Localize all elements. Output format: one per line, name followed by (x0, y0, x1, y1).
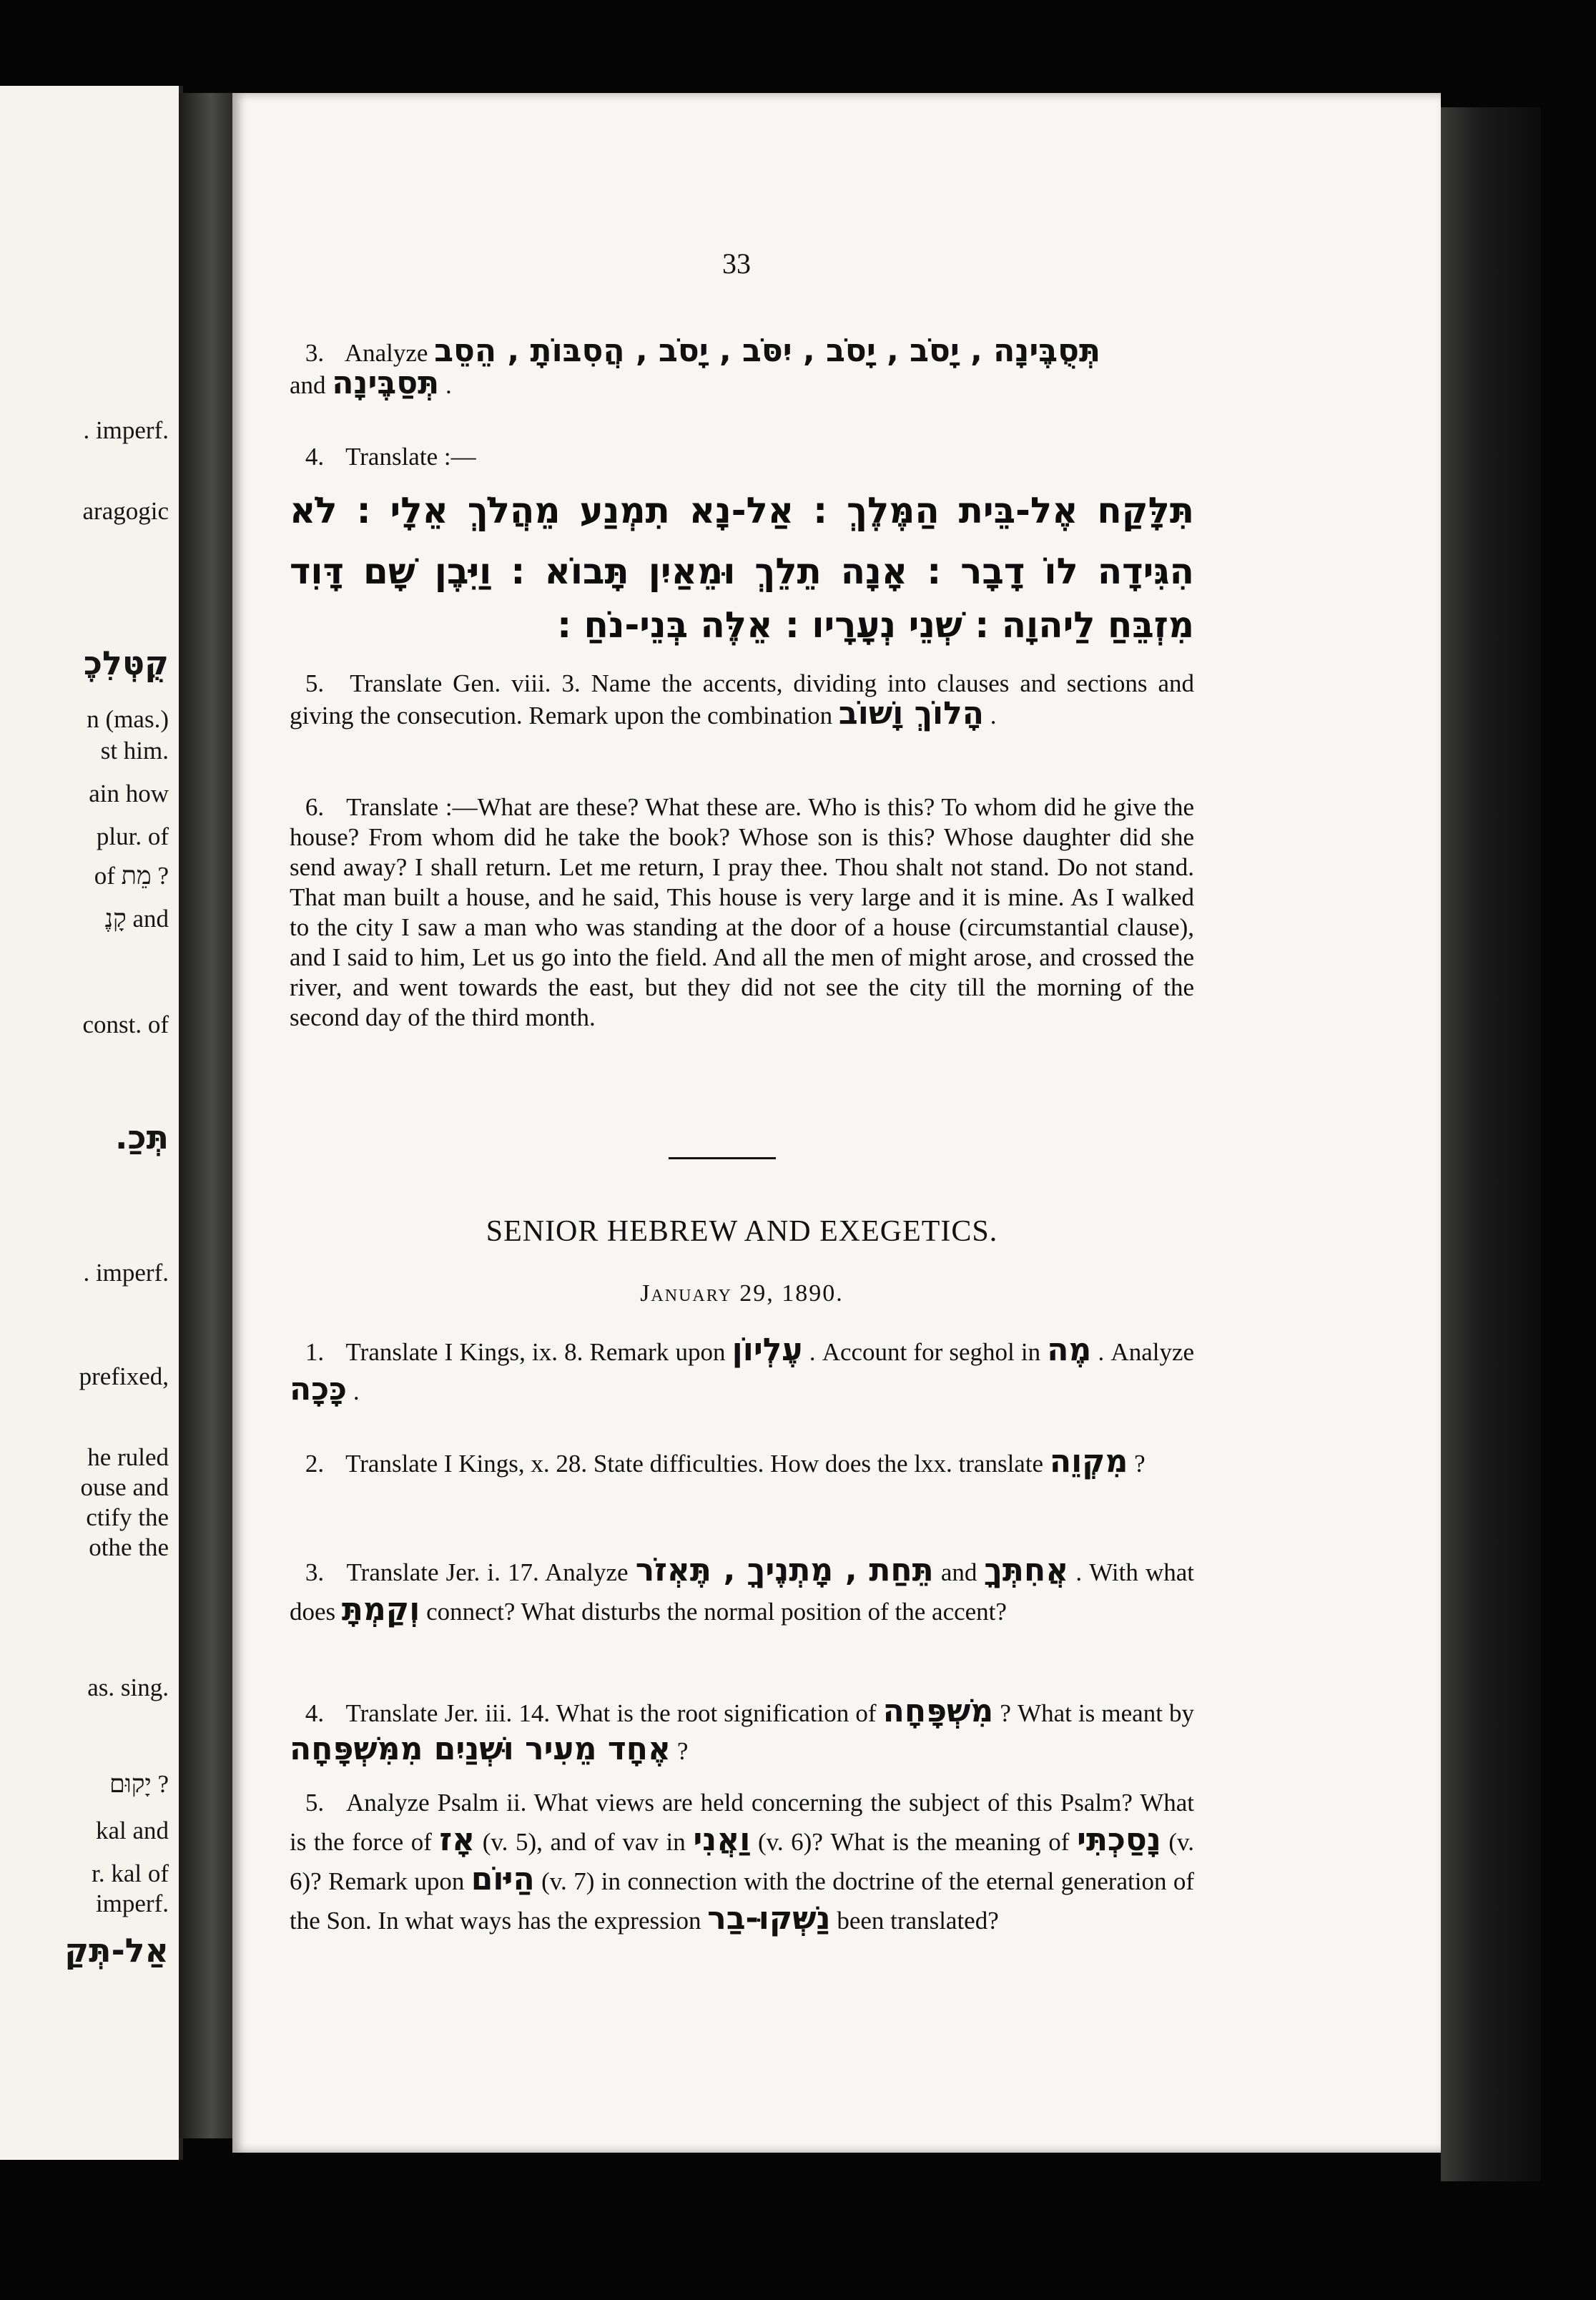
book-binding-edge (1441, 107, 1541, 2181)
left-page-line: יָקוּם ? (109, 1770, 169, 1798)
hebrew-passage-line: מִזְבֵּחַ לַיהוָה : שְׁנֵי נְעָרָיו : אֵלֶּה בְּנֵי-נֹחַ : (557, 604, 1194, 646)
left-page-line: othe the (89, 1533, 169, 1561)
previous-page-edge (0, 86, 183, 2160)
question-4 (290, 442, 1194, 472)
question-text: . With what does (290, 1558, 1195, 1626)
hebrew-word: כָּכָה (290, 1371, 348, 1407)
question-text: Translate Jer. i. 17. Analyze (346, 1558, 629, 1586)
hebrew-word: תְּסֻבֶּינָה , יָסֹב , יָסֹב , יִסֹּב , יָסֹב , הֲסִבּוֹתָ , הֵסֵב (434, 333, 1101, 369)
question-number: 4. (305, 443, 325, 471)
question-text: and (290, 371, 326, 399)
question-text: . Account for seghol in (809, 1338, 1041, 1366)
hebrew-word: עֶלְיוֹן (732, 1332, 803, 1368)
question-number: 2. (305, 1450, 325, 1478)
hebrew-word: אֶחָד מֵעִיר וּשְׁנַיִם מִמִּשְׁפָּחָה (290, 1731, 671, 1767)
hebrew-word: אֲחִתְּךָ (984, 1552, 1069, 1588)
question-text: (v. 7) in connection with the doctrine of the eternal generation of the Son. In what ways has the expression (290, 1867, 1195, 1935)
question-text: ? (676, 1737, 689, 1765)
question-text: Analyze (344, 339, 428, 367)
question-number: 5. (305, 1789, 325, 1817)
senior-question-4 (290, 1694, 1194, 1769)
question-text: (v. 5), and of vav in (482, 1828, 686, 1856)
question-text: ? What is meant by (1000, 1699, 1195, 1727)
left-page-line: n (mas.) (87, 705, 169, 733)
left-page-line: קָנֶ and (104, 905, 169, 933)
hebrew-word: הָלוֹךְ וָשׁוֹב (838, 695, 984, 732)
senior-question-1 (290, 1332, 1194, 1410)
left-page-line: . imperf. (83, 416, 169, 444)
question-number: 5. (305, 669, 325, 697)
hebrew-word: מִקְוֵה (1049, 1443, 1128, 1480)
left-page-line: ctify the (86, 1503, 169, 1531)
question-text: (v. 6)? Remark upon (290, 1828, 1194, 1895)
left-page-line: st him. (100, 737, 169, 765)
question-text: ? (1134, 1450, 1146, 1478)
senior-question-5 (290, 1784, 1194, 1940)
question-text: . (990, 702, 997, 729)
hebrew-word: אָז (439, 1822, 476, 1858)
question-text: been translated? (837, 1907, 999, 1935)
hebrew-word: נַשְּׁקוּ-בַר (707, 1900, 831, 1937)
question-text: . (445, 371, 452, 399)
hebrew-word: נָסַכְתִּי (1076, 1822, 1161, 1858)
question-number: 3. (305, 1558, 325, 1586)
left-page-line: aragogic (82, 497, 169, 525)
hebrew-word: מֶה (1047, 1332, 1092, 1368)
left-page-line: plur. of (96, 822, 169, 850)
question-text: . Analyze (1098, 1338, 1195, 1366)
hebrew-word: וְקַמְתָּ (341, 1591, 420, 1628)
hebrew-word: וַאֲנִי (693, 1822, 751, 1858)
question-5 (290, 669, 1194, 731)
hebrew-word: תֵּחַת , מָתְנֶיךָ , תֶּאְזֹר (635, 1552, 934, 1588)
question-text: Translate :—What are these? What these are. Who is this? To whom did he give the house? From whom did he take the book? Whose son is this? Whose daughter did she send away? I shall return. Let me return, I pray thee. Thou shalt not stand. Do not stand. That man built a house, and he said, This house is very large and it is mine. As I walked to the city I saw a man who was standing at the door of a house (circumstantial clause), and I said to him, Let us go into the field. And all the men of might arose, and crossed the river, and went towards the east, but they did not see the city till the morning of the second day of the third month. (290, 793, 1194, 1031)
left-page-line: prefixed, (79, 1362, 169, 1390)
question-text: Translate :— (345, 443, 476, 471)
question-text: (v. 6)? What is the meaning of (757, 1828, 1070, 1856)
left-page-line: ouse and (80, 1473, 169, 1501)
question-text: Translate Gen. viii. 3. Name the accents, dividing into clauses and sections and giving the consecution. Remark upon the combination (290, 669, 1194, 729)
question-text: Analyze Psalm ii. What views are held concerning the subject of this Psalm? What is the force of (290, 1789, 1194, 1856)
exam-date: January 29, 1890. (640, 1280, 844, 1307)
left-page-line: as. sing. (87, 1674, 169, 1701)
senior-question-2 (290, 1445, 1194, 1481)
book-gutter (179, 93, 232, 2138)
question-number: 4. (305, 1699, 325, 1727)
left-page-line: of מֵת ? (94, 862, 169, 890)
left-page-line: kal and (95, 1817, 169, 1844)
left-page-line: אַל-תְּקַ (64, 1931, 169, 1970)
question-number: 6. (305, 793, 325, 821)
question-text: Translate Jer. iii. 14. What is the root signification of (345, 1699, 877, 1727)
question-text: connect? What disturbs the normal position of the accent? (426, 1598, 1007, 1626)
question-text: and (940, 1558, 977, 1586)
hebrew-passage-line: תִּלָּקַח אֶל-בֵּית הַמֶּלֶךְ : אַל-נָא תִמְנַע מֵהֲלֹךְ אֵלָי : לֹא (290, 490, 1194, 531)
senior-question-3 (290, 1552, 1194, 1631)
left-page-line: const. of (82, 1011, 169, 1038)
question-number: 1. (305, 1338, 325, 1366)
left-page-line: ain how (89, 780, 169, 807)
left-page-line: . imperf. (83, 1259, 169, 1287)
question-text: Translate I Kings, x. 28. State difficulties. How does the lxx. translate (345, 1450, 1044, 1478)
hebrew-word: תְּסַבֶּינָה (332, 365, 440, 401)
question-3 (290, 333, 1194, 401)
left-page-line: r. kal of (92, 1859, 169, 1887)
hebrew-word: הַיּוֹם (471, 1861, 535, 1897)
hebrew-word: מִשְׁפָּחָה (882, 1693, 994, 1729)
left-page-line: קֻטְּלִכֶ (84, 644, 169, 682)
left-page-line: תְּכַ. (115, 1118, 169, 1156)
page-number: 33 (722, 247, 751, 280)
section-divider (669, 1157, 776, 1159)
left-page-line: he ruled (87, 1443, 169, 1471)
question-text: Translate I Kings, ix. 8. Remark upon (345, 1338, 726, 1366)
hebrew-passage-line: הִגִּידָה לוֹ דָבָר : אָנָה תֵלֵךְ וּמֵאַיִן תָּבוֹא : וַיִּבֶן שָׁם דָּוִד (290, 551, 1194, 592)
question-text: . (353, 1377, 360, 1405)
section-heading: SENIOR HEBREW AND EXEGETICS. (486, 1215, 998, 1248)
question-number: 3. (305, 339, 325, 367)
question-6 (290, 792, 1194, 1033)
left-page-line: imperf. (95, 1889, 169, 1917)
